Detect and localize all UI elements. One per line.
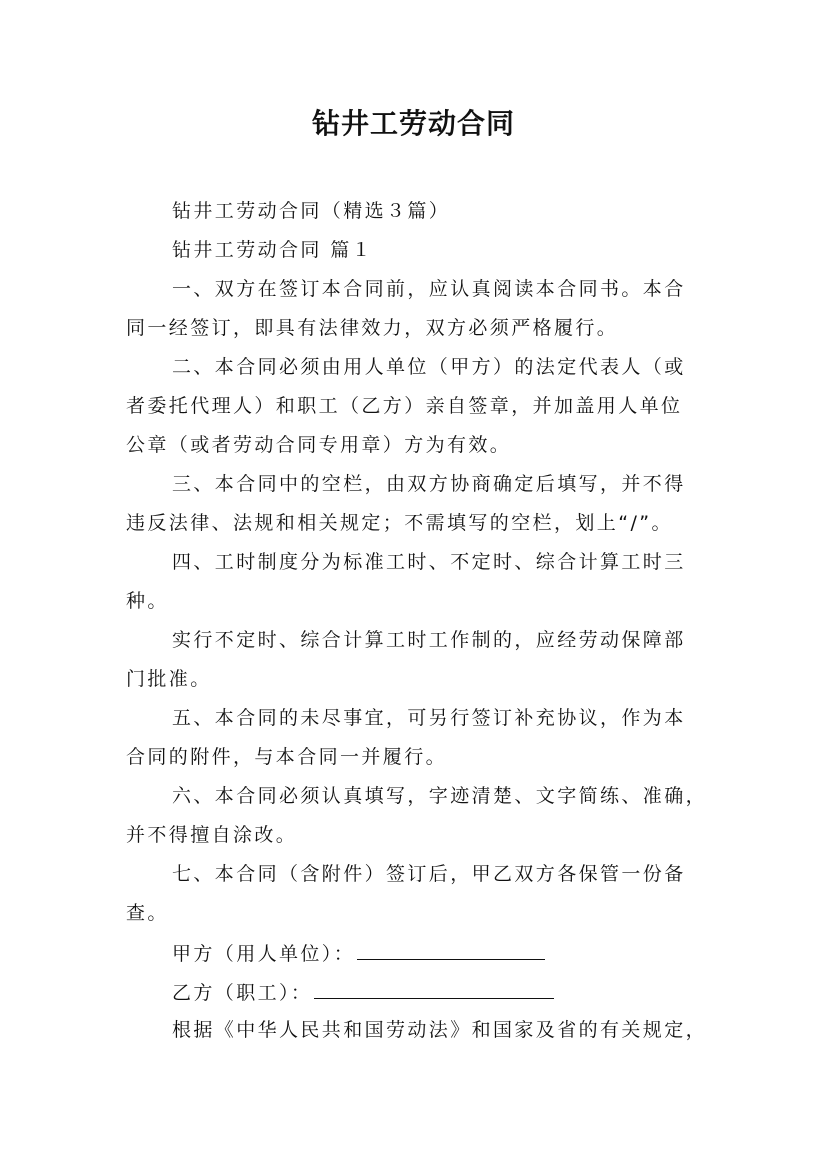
party-a-label: 甲方（用人单位）： [172,943,356,965]
document-title: 钻井工劳动合同 [311,107,515,140]
clause-4-note-line-1: 实行不定时、综合计算工时工作制的，应经劳动保障部 [172,629,686,651]
clause-7-line-1: 七、本合同（含附件）签订后，甲乙双方各保管一份备 [172,863,686,885]
party-b-blank-field[interactable] [314,972,554,999]
clause-7-line-2: 查。 [126,902,169,924]
clause-6-line-1: 六、本合同必须认真填写，字迹清楚、文字简练、准确， [172,785,708,807]
clause-2-line-1: 二、本合同必须由用人单位（甲方）的法定代表人（或 [172,356,686,378]
subtitle-line: 钻井工劳动合同（精选３篇） [172,200,451,222]
party-a-row [126,933,706,972]
clause-4-line-2: 种。 [126,590,169,612]
clause-3-line-1: 三、本合同中的空栏，由双方协商确定后填写，并不得 [172,473,686,495]
section-heading: 钻井工劳动合同 篇１ [172,239,374,261]
clause-4-note-line-2: 门批准。 [126,668,212,690]
clause-1-line-2: 同一经签订，即具有法律效力，双方必须严格履行。 [126,317,619,339]
party-b-row [126,972,706,1011]
clause-3-line-2: 违反法律、法规和相关规定；不需填写的空栏，划上“/”。 [126,512,673,534]
clause-4-line-1: 四、工时制度分为标准工时、不定时、综合计算工时三 [172,551,686,573]
clause-5-line-2: 合同的附件，与本合同一并履行。 [126,746,448,768]
preamble-line: 根据《中华人民共和国劳动法》和国家及省的有关规定， [172,1019,708,1041]
clause-6-line-2: 并不得擅自涂改。 [126,824,298,846]
clause-2-line-3: 公章（或者劳动合同专用章）方为有效。 [126,434,512,456]
clause-5-line-1: 五、本合同的未尽事宜，可另行签订补充协议，作为本 [172,707,686,729]
party-b-label: 乙方（职工）： [172,982,313,1004]
party-a-blank-field[interactable] [357,933,545,960]
clause-2-line-2: 者委托代理人）和职工（乙方）亲自签章，并加盖用人单位 [126,395,683,417]
document-body [126,192,706,1050]
clause-1-line-1: 一、双方在签订本合同前，应认真阅读本合同书。本合 [172,278,686,300]
